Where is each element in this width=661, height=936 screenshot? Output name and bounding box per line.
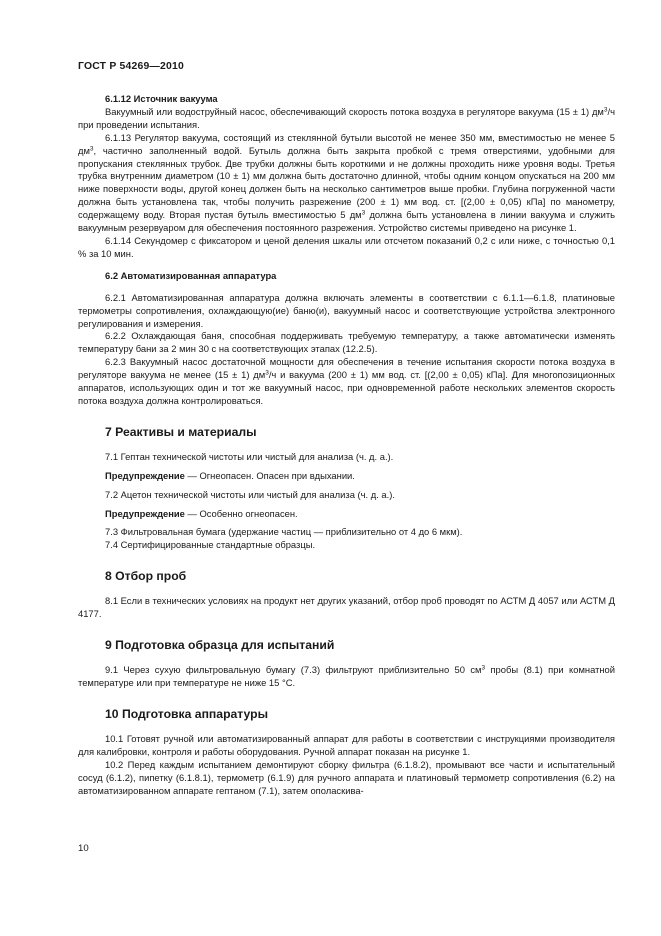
section-title-7: 7 Реактивы и материалы bbox=[105, 424, 257, 439]
paragraph-7-1: 7.1 Гептан технической чистоты или чистый для анализа (ч. д. а.). bbox=[105, 450, 394, 462]
paragraph-6-2-3: 6.2.3 Вакуумный насос достаточной мощности для обеспечения в течение испытания скорости потока воздуха в регуляторе вакуума не менее (15 ± 1) $дм^3/ч$ и вакуума (200 ± 1) мм вод. ст. [(2,00 ± 0,05) кПа]. Для многопозиционных аппаратов, использующих один и тот же вакуумный насос, при одновременной работе нескольких элементов скорость потока воздуха должна контролироваться. bbox=[78, 356, 615, 406]
paragraph-7-3: 7.3 Фильтровальная бумага (удержание частиц — приблизительно от 4 до 6 мкм). bbox=[105, 526, 463, 538]
paragraph-6-1-14: 6.1.14 Секундомер с фиксатором и ценой деления шкалы или отсчетом показаний 0,2 с или ниже, с точностью 0,1 % за 10 мин. bbox=[78, 234, 615, 259]
paragraph-10-1: 10.1 Готовят ручной или автоматизированный аппарат для работы в соответствии с инструкциями производителя для калибровки, контроля и работы оборудования. Ручной аппарат показан на рисунке 1. bbox=[78, 732, 615, 757]
paragraph-7-4: 7.4 Сертифицированные стандартные образцы. bbox=[105, 539, 316, 551]
warning-7-1: Предупреждение — Огнеопасен. Опасен при вдыхании. bbox=[105, 469, 355, 481]
section-title-9: 9 Подготовка образца для испытаний bbox=[105, 638, 335, 653]
subsection-title-6-2: 6.2 Автоматизированная аппаратура bbox=[105, 269, 277, 281]
paragraph-10-2: 10.2 Перед каждым испытанием демонтируют сборку фильтра (6.1.8.2), промывают все части и испытательный сосуд (6.1.2), пипетку (6.1.8.1), термометр (6.1.9) для ручного аппарата и платиновый термометр сопротивления (6.2) на автоматизированном аппарате гептаном (7.1), затем ополаскива- bbox=[78, 758, 615, 796]
section-title-8: 8 Отбор проб bbox=[105, 569, 187, 584]
paragraph-7-2: 7.2 Ацетон технической чистоты или чистый для анализа (ч. д. а.). bbox=[105, 488, 395, 500]
paragraph-6-2-2: 6.2.2 Охлаждающая баня, способная поддерживать требуемую температуру, а также автоматически изменять температуру бани за 2 мин 30 с на соответствующих этапах (12.2.5). bbox=[78, 330, 615, 355]
page-number: 10 bbox=[78, 843, 89, 854]
document-body bbox=[78, 93, 615, 797]
warning-7-2: Предупреждение — Особенно огнеопасен. bbox=[105, 507, 298, 519]
subsection-title-6-1-12: 6.1.12 Источник вакуума bbox=[105, 93, 218, 104]
paragraph-6-1-12: Вакуумный или водоструйный насос, обеспечивающий скорость потока воздуха в регуляторе вакуума (15 ± 1) $дм^3/ч$ при проведении испытания. bbox=[78, 105, 615, 130]
paragraph-6-1-13: 6.1.13 Регулятор вакуума, состоящий из стеклянной бутыли высотой не менее 350 мм, вместимостью не менее 5 $дм^3$, частично заполненный водой. Бутыль должна быть закрыта пробкой с тремя отверстиями, удобными для пропускания стеклянных трубок. Две трубки должны быть короткими и не должны проходить ниже уровня воды. Третья трубка внутренним диаметром (10 ± 1) мм должна быть достаточно длинной, чтобы одним концом опускаться на 200 мм ниже поверхности воды, другой конец должен быть на несколько сантиметров выше пробки. Глубина погруженной части должна быть установлена так, чтобы получить разрежение (200 ± 1) мм вод. ст. [(2,00 ± 0,05) кПа] по манометру, содержащему воду. Вторая пустая бутыль вместимостью 5 $дм^3$ должна быть установлена в линии вакуума и служить вакуумным резервуаром для обеспечения постоянного разрежения. Устройство системы приведено на рисунке 1. bbox=[78, 131, 615, 234]
document-code: ГОСТ Р 54269—2010 bbox=[78, 61, 184, 72]
paragraph-6-2-1: 6.2.1 Автоматизированная аппаратура должна включать элементы в соответствии с 6.1.1—6.1.8, платиновые термометры сопротивления, охлаждающую(ие) баню(и), вакуумный насос и соответствующие устройства электронного регулирования и измерения. bbox=[78, 291, 615, 329]
section-title-10: 10 Подготовка аппаратуры bbox=[105, 706, 269, 721]
paragraph-9-1: 9.1 Через сухую фильтровальную бумагу (7.3) фильтруют приблизительно 50 $см^3$ пробы (8.1) при комнатной температуре или при температуре не ниже 15 °С. bbox=[78, 664, 615, 688]
paragraph-8-1: 8.1 Если в технических условиях на продукт нет других указаний, отбор проб проводят по АСТМ Д 4057 или АСТМ Д 4177. bbox=[78, 595, 615, 620]
